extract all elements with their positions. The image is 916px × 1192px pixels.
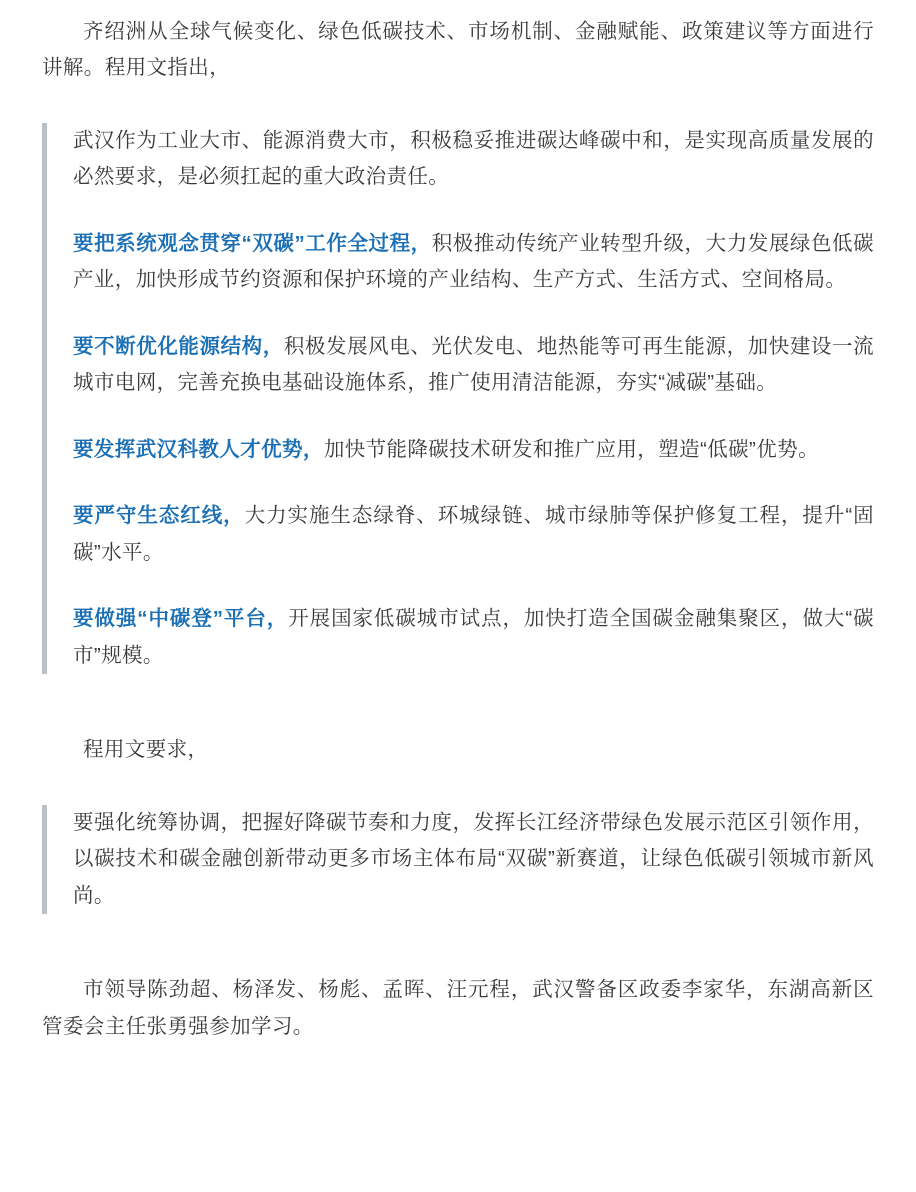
quote-paragraph bbox=[73, 123, 874, 196]
quote-lead: 要做强“中碳登”平台， bbox=[73, 607, 289, 631]
quote-text: 开展国家低碳城市试点，加快打造全国碳金融集聚区，做大“碳市”规模。 bbox=[73, 607, 874, 667]
closing-paragraph: 市领导陈劲超、杨泽发、杨彪、孟晖、汪元程，武汉警备区政委李家华，东湖高新区管委会主任张勇强参加学习。 bbox=[42, 978, 874, 1038]
quote-lead: 要不断优化能源结构， bbox=[73, 334, 284, 358]
quote-text: 加快节能降碳技术研发和推广应用，塑造“低碳”优势。 bbox=[323, 437, 819, 461]
quote-lead: 要发挥武汉科教人才优势， bbox=[73, 437, 324, 461]
spacer bbox=[42, 932, 874, 972]
quote-paragraph bbox=[73, 601, 874, 674]
spacer bbox=[42, 93, 874, 105]
quote-lead: 要把系统观念贯穿“双碳”工作全过程， bbox=[73, 231, 432, 255]
quote-text: 武汉作为工业大市、能源消费大市，积极稳妥推进碳达峰碳中和，是实现高质量发展的必然要求，是必须扛起的重大政治责任。 bbox=[73, 128, 874, 189]
quote-paragraph bbox=[73, 432, 874, 468]
quote-paragraph bbox=[73, 329, 874, 402]
middle-paragraph: 程用文要求， bbox=[83, 738, 209, 762]
quote-text: 积极发展风电、光伏发电、地热能等可再生能源，加快建设一流城市电网，完善充换电基础设施体系，推广使用清洁能源，夯实“减碳”基础。 bbox=[73, 334, 875, 395]
quote-block-two bbox=[42, 805, 874, 914]
intro-paragraph: 齐绍洲从全球气候变化、绿色低碳技术、市场机制、金融赋能、政策建议等方面进行讲解。程用文指出， bbox=[42, 20, 874, 80]
quote-paragraph bbox=[73, 226, 874, 299]
quote-text: 要强化统筹协调，把握好降碳节奏和力度，发挥长江经济带绿色发展示范区引领作用，以碳技术和碳金融创新带动更多市场主体布局“双碳”新赛道，让绿色低碳引领城市新风尚。 bbox=[73, 810, 874, 907]
quote-block-one bbox=[42, 123, 874, 674]
quote-paragraph bbox=[73, 498, 874, 571]
quote-lead: 要严守生态红线， bbox=[73, 504, 245, 528]
spacer bbox=[42, 692, 874, 732]
quote-paragraph bbox=[73, 805, 874, 914]
quote-text: 积极推动传统产业转型升级，大力发展绿色低碳产业，加快形成节约资源和保护环境的产业结构、生产方式、生活方式、空间格局。 bbox=[73, 231, 874, 292]
spacer bbox=[42, 775, 874, 787]
quote-text: 大力实施生态绿脊、环城绿链、城市绿肺等保护修复工程，提升“固碳”水平。 bbox=[73, 504, 875, 564]
